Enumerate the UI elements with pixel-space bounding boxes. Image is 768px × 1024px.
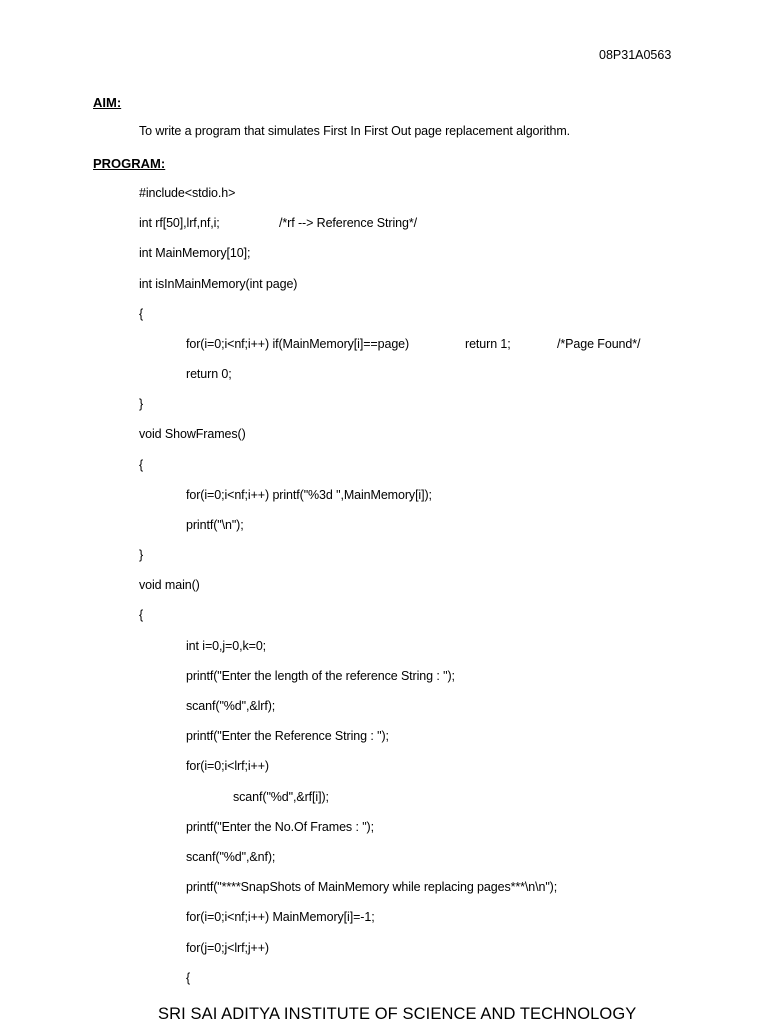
aim-heading: AIM: bbox=[93, 95, 122, 110]
institution-footer: SRI SAI ADITYA INSTITUTE OF SCIENCE AND TECHNOLOGY bbox=[158, 1005, 637, 1023]
code-line: int rf[50],lrf,nf,i; bbox=[139, 216, 220, 230]
code-line: } bbox=[139, 548, 144, 562]
code-line: for(j=0;j<lrf;j++) bbox=[186, 941, 269, 955]
code-line: int MainMemory[10]; bbox=[139, 246, 251, 260]
code-line: printf("\n"); bbox=[186, 518, 244, 532]
code-line: for(i=0;i<lrf;i++) bbox=[186, 759, 269, 773]
code-line: #include<stdio.h> bbox=[139, 186, 236, 200]
code-line: printf("****SnapShots of MainMemory while replacing pages***\n\n"); bbox=[186, 880, 558, 894]
code-line: for(i=0;i<nf;i++) MainMemory[i]=-1; bbox=[186, 910, 375, 924]
program-heading: PROGRAM: bbox=[93, 156, 166, 171]
code-line: int isInMainMemory(int page) bbox=[139, 277, 298, 291]
code-line: { bbox=[139, 458, 144, 472]
code-line: for(i=0;i<nf;i++) if(MainMemory[i]==page) bbox=[186, 337, 410, 351]
code-line: printf("Enter the Reference String : "); bbox=[186, 729, 389, 743]
code-line: return 1; bbox=[465, 337, 511, 351]
roll-number: 08P31A0563 bbox=[599, 48, 672, 62]
code-line: printf("Enter the length of the reference String : "); bbox=[186, 669, 455, 683]
code-line: scanf("%d",&rf[i]); bbox=[233, 790, 329, 804]
code-line: } bbox=[139, 397, 144, 411]
code-line: { bbox=[139, 608, 144, 622]
code-line: { bbox=[186, 971, 191, 985]
code-line: { bbox=[139, 307, 144, 321]
code-line: printf("Enter the No.Of Frames : "); bbox=[186, 820, 374, 834]
code-line: return 0; bbox=[186, 367, 232, 381]
code-line: scanf("%d",&nf); bbox=[186, 850, 276, 864]
code-comment: /*Page Found*/ bbox=[557, 337, 641, 351]
code-line: void ShowFrames() bbox=[139, 427, 246, 441]
code-line: int i=0,j=0,k=0; bbox=[186, 639, 267, 653]
code-line: for(i=0;i<nf;i++) printf("%3d ",MainMemory[i]); bbox=[186, 488, 432, 502]
code-line: void main() bbox=[139, 578, 200, 592]
aim-text: To write a program that simulates First In First Out page replacement algorithm. bbox=[139, 124, 571, 138]
code-comment: /*rf --> Reference String*/ bbox=[279, 216, 417, 230]
code-line: scanf("%d",&lrf); bbox=[186, 699, 276, 713]
